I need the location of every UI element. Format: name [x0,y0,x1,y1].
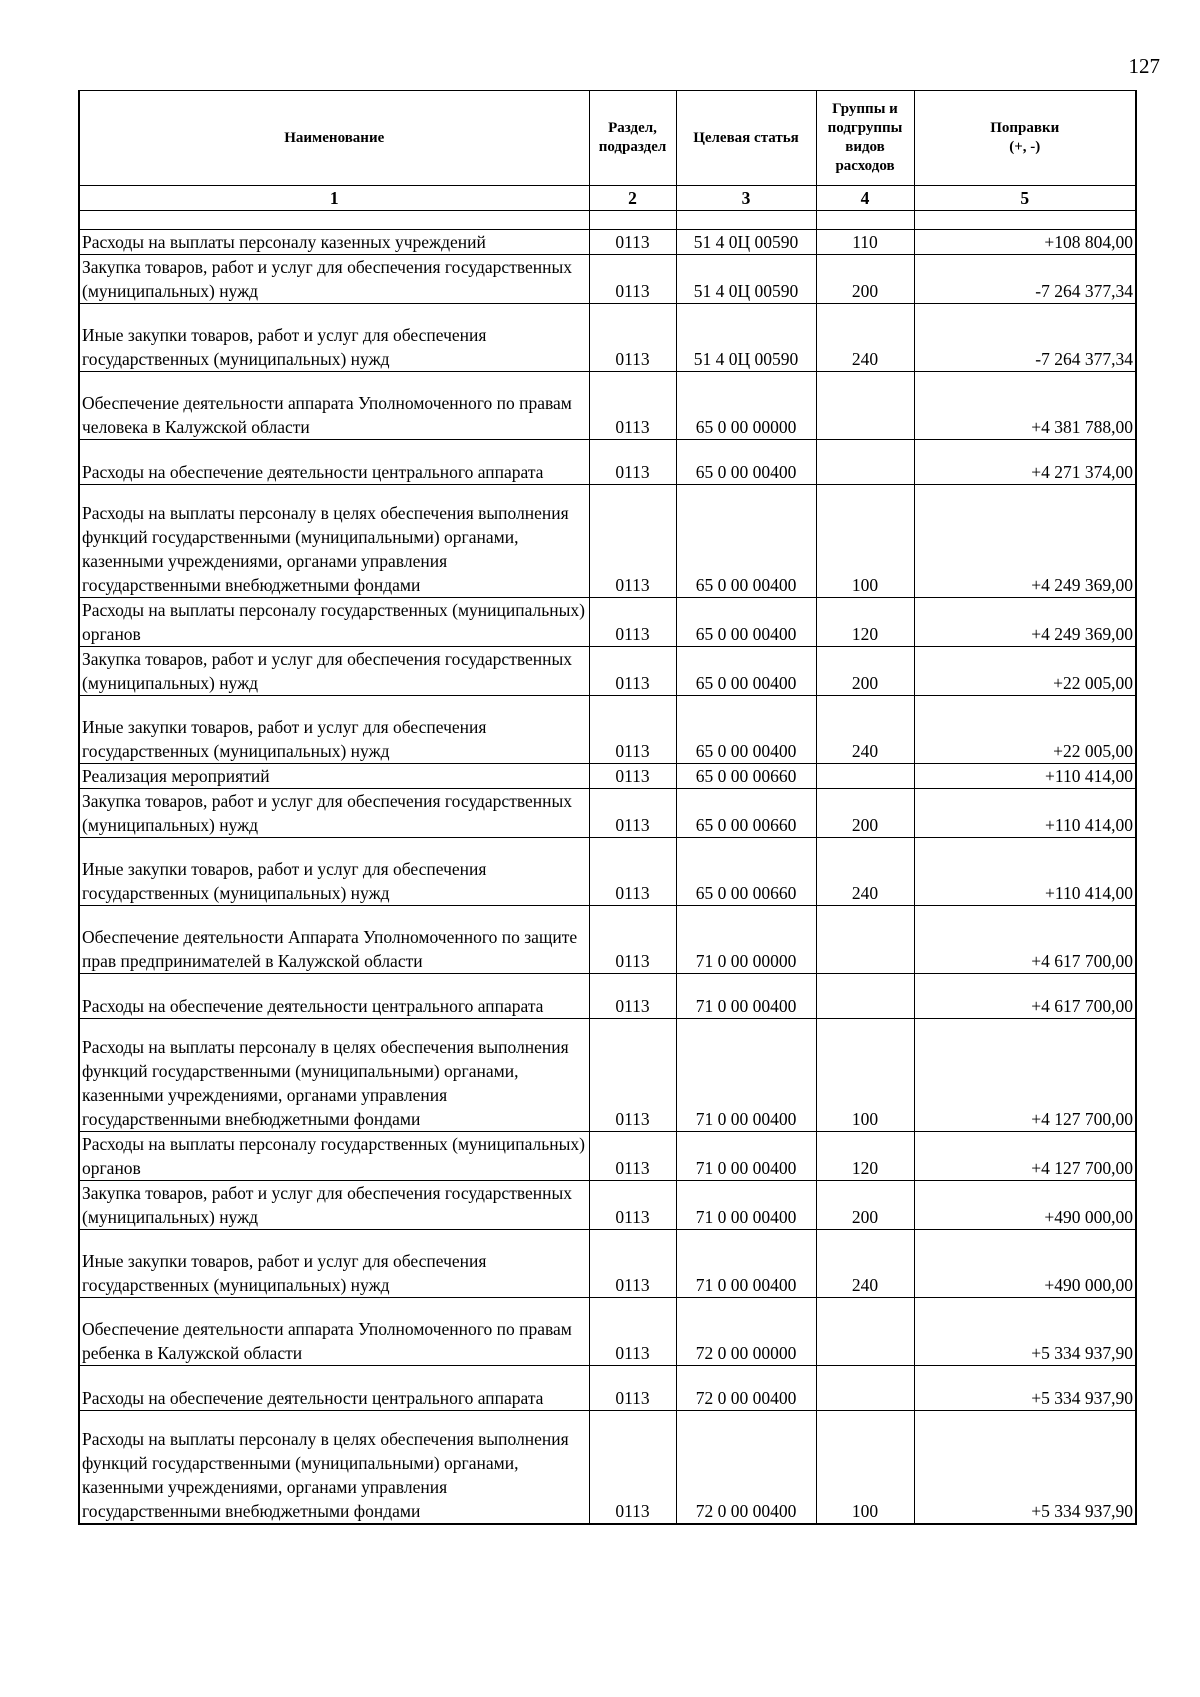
table-row [79,789,1136,838]
table-row [79,255,1136,304]
spacer-row [79,211,1136,230]
row-name: Обеспечение деятельности аппарата Уполномоченного по правам человека в Калужской области [79,372,589,440]
row-group: 240 [816,1230,914,1298]
row-group [816,372,914,440]
row-target: 65 0 00 00400 [676,696,816,764]
row-amount: +4 127 700,00 [914,1019,1136,1132]
row-section: 0113 [589,647,676,696]
header-groups: Группы и подгруппы видов расходов [816,91,914,186]
row-section: 0113 [589,974,676,1019]
row-group: 240 [816,304,914,372]
row-section: 0113 [589,1132,676,1181]
column-number: 3 [676,186,816,211]
row-group: 100 [816,1019,914,1132]
table-row [79,1230,1136,1298]
row-target: 51 4 0Ц 00590 [676,230,816,255]
row-amount: +5 334 937,90 [914,1411,1136,1525]
row-amount: +490 000,00 [914,1230,1136,1298]
table-row [79,838,1136,906]
row-section: 0113 [589,255,676,304]
row-name: Закупка товаров, работ и услуг для обеспечения государственных (муниципальных) нужд [79,647,589,696]
row-section: 0113 [589,1411,676,1525]
column-number-row [79,186,1136,211]
row-section: 0113 [589,1366,676,1411]
header-amendments-sign: (+, -) [1009,139,1041,155]
row-target: 65 0 00 00400 [676,485,816,598]
column-number: 2 [589,186,676,211]
row-amount: +4 271 374,00 [914,440,1136,485]
row-group: 240 [816,838,914,906]
row-name: Расходы на выплаты персоналу в целях обеспечения выполнения функций государственными (муниципальными) органами, казенными учреждениями, органами управления государственными внебюджетными фондами [79,1411,589,1525]
row-name: Расходы на обеспечение деятельности центрального аппарата [79,1366,589,1411]
row-group [816,1298,914,1366]
row-amount: -7 264 377,34 [914,255,1136,304]
row-target: 71 0 00 00400 [676,1019,816,1132]
table-row [79,696,1136,764]
row-target: 65 0 00 00400 [676,647,816,696]
row-target: 71 0 00 00400 [676,1230,816,1298]
row-target: 71 0 00 00400 [676,1181,816,1230]
table-row [79,485,1136,598]
row-group [816,440,914,485]
row-amount: +4 381 788,00 [914,372,1136,440]
row-name: Расходы на выплаты персоналу в целях обеспечения выполнения функций государственными (муниципальными) органами, казенными учреждениями, органами управления государственными внебюджетными фондами [79,485,589,598]
row-amount: +4 617 700,00 [914,974,1136,1019]
row-group [816,974,914,1019]
row-section: 0113 [589,230,676,255]
column-number: 4 [816,186,914,211]
row-group [816,906,914,974]
row-section: 0113 [589,1181,676,1230]
table-row [79,1181,1136,1230]
row-target: 72 0 00 00400 [676,1411,816,1525]
row-group: 110 [816,230,914,255]
table-row [79,1019,1136,1132]
row-name: Расходы на обеспечение деятельности центрального аппарата [79,440,589,485]
budget-amendments-table [78,90,1137,1525]
row-target: 65 0 00 00000 [676,372,816,440]
row-section: 0113 [589,440,676,485]
table-row [79,230,1136,255]
row-name: Расходы на выплаты персоналу казенных учреждений [79,230,589,255]
row-target: 71 0 00 00400 [676,974,816,1019]
row-name: Расходы на выплаты персоналу государственных (муниципальных) органов [79,598,589,647]
header-target: Целевая статья [676,91,816,186]
row-group: 200 [816,789,914,838]
row-section: 0113 [589,1019,676,1132]
row-name: Иные закупки товаров, работ и услуг для обеспечения государственных (муниципальных) нужд [79,304,589,372]
row-amount: +5 334 937,90 [914,1366,1136,1411]
row-section: 0113 [589,304,676,372]
table-row [79,974,1136,1019]
row-name: Закупка товаров, работ и услуг для обеспечения государственных (муниципальных) нужд [79,789,589,838]
row-name: Закупка товаров, работ и услуг для обеспечения государственных (муниципальных) нужд [79,255,589,304]
row-group: 240 [816,696,914,764]
row-name: Иные закупки товаров, работ и услуг для обеспечения государственных (муниципальных) нужд [79,838,589,906]
table-row [79,1366,1136,1411]
row-target: 51 4 0Ц 00590 [676,255,816,304]
table-body [79,211,1136,1525]
row-group: 200 [816,255,914,304]
row-name: Иные закупки товаров, работ и услуг для обеспечения государственных (муниципальных) нужд [79,1230,589,1298]
row-amount: +110 414,00 [914,764,1136,789]
row-section: 0113 [589,485,676,598]
row-amount: -7 264 377,34 [914,304,1136,372]
row-section: 0113 [589,838,676,906]
row-target: 65 0 00 00400 [676,440,816,485]
row-amount: +110 414,00 [914,789,1136,838]
table-row [79,1298,1136,1366]
row-amount: +4 249 369,00 [914,598,1136,647]
row-target: 65 0 00 00660 [676,838,816,906]
row-section: 0113 [589,789,676,838]
row-section: 0113 [589,696,676,764]
row-amount: +4 127 700,00 [914,1132,1136,1181]
table-row [79,598,1136,647]
row-name: Закупка товаров, работ и услуг для обеспечения государственных (муниципальных) нужд [79,1181,589,1230]
row-amount: +4 617 700,00 [914,906,1136,974]
row-name: Обеспечение деятельности аппарата Уполномоченного по правам ребенка в Калужской области [79,1298,589,1366]
row-group [816,1366,914,1411]
row-target: 72 0 00 00400 [676,1366,816,1411]
row-amount: +22 005,00 [914,647,1136,696]
header-amendments [914,91,1136,186]
row-name: Обеспечение деятельности Аппарата Уполномоченного по защите прав предпринимателей в Калужской области [79,906,589,974]
table-header-row [79,91,1136,186]
row-target: 71 0 00 00000 [676,906,816,974]
table-row [79,304,1136,372]
row-amount: +108 804,00 [914,230,1136,255]
header-amendments-title: Поправки [990,120,1060,136]
row-target: 65 0 00 00660 [676,764,816,789]
table-row [79,906,1136,974]
row-section: 0113 [589,372,676,440]
row-name: Расходы на выплаты персоналу государственных (муниципальных) органов [79,1132,589,1181]
row-group: 120 [816,598,914,647]
row-amount: +490 000,00 [914,1181,1136,1230]
row-group: 120 [816,1132,914,1181]
row-amount: +110 414,00 [914,838,1136,906]
row-section: 0113 [589,1298,676,1366]
row-group: 200 [816,647,914,696]
table-row [79,1132,1136,1181]
row-section: 0113 [589,1230,676,1298]
header-section: Раздел, подраздел [589,91,676,186]
header-name: Наименование [79,91,589,186]
table-row [79,440,1136,485]
row-group [816,764,914,789]
column-number: 1 [79,186,589,211]
page-number: 127 [1128,54,1160,78]
table-row [79,647,1136,696]
table-row [79,1411,1136,1525]
row-group: 200 [816,1181,914,1230]
row-target: 71 0 00 00400 [676,1132,816,1181]
row-target: 65 0 00 00400 [676,598,816,647]
row-target: 72 0 00 00000 [676,1298,816,1366]
row-name: Расходы на выплаты персоналу в целях обеспечения выполнения функций государственными (муниципальными) органами, казенными учреждениями, органами управления государственными внебюджетными фондами [79,1019,589,1132]
row-name: Расходы на обеспечение деятельности центрального аппарата [79,974,589,1019]
row-amount: +5 334 937,90 [914,1298,1136,1366]
row-section: 0113 [589,906,676,974]
row-group: 100 [816,1411,914,1525]
row-section: 0113 [589,598,676,647]
row-amount: +4 249 369,00 [914,485,1136,598]
row-target: 51 4 0Ц 00590 [676,304,816,372]
column-number: 5 [914,186,1136,211]
table-row [79,764,1136,789]
row-name: Реализация мероприятий [79,764,589,789]
row-name: Иные закупки товаров, работ и услуг для обеспечения государственных (муниципальных) нужд [79,696,589,764]
row-section: 0113 [589,764,676,789]
row-target: 65 0 00 00660 [676,789,816,838]
row-amount: +22 005,00 [914,696,1136,764]
table-row [79,372,1136,440]
row-group: 100 [816,485,914,598]
